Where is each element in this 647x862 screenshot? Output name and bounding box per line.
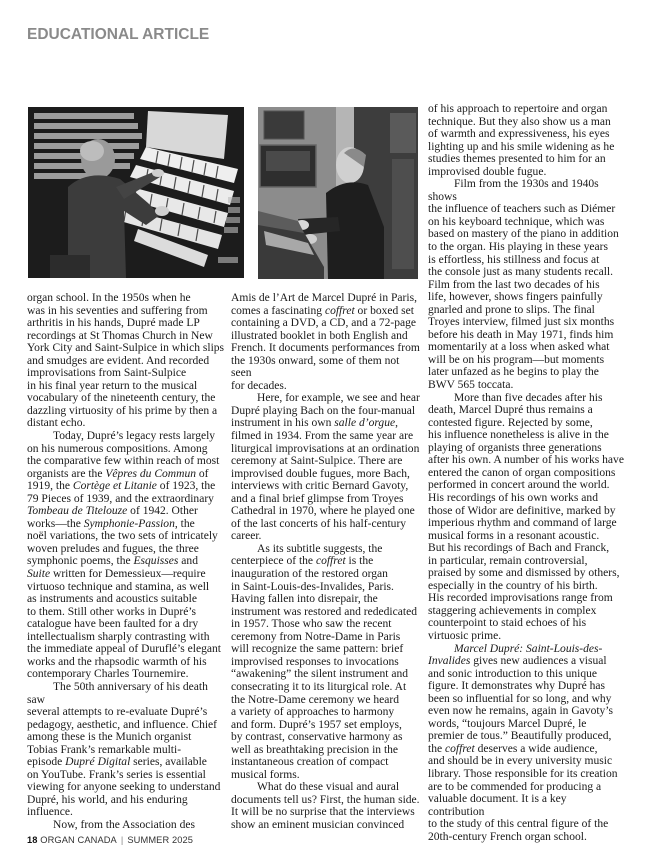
italic-title: Marcel Dupré: Saint-Louis-des- Invalides xyxy=(428,642,603,668)
italic-title: Esquisses xyxy=(133,555,179,568)
article-column-2 xyxy=(231,292,421,832)
italic-title: salle d’orgue xyxy=(334,417,396,430)
paragraph-text: and xyxy=(181,555,198,568)
italic-title: Dupré Digital xyxy=(65,756,131,769)
paragraph-text: of 1919, the xyxy=(27,467,209,493)
italic-title: coffret xyxy=(324,304,355,317)
issue-name: SUMMER 2025 xyxy=(127,835,194,845)
paragraph-text: More than five decades after his death, Marcel Dupré thus remains a contested figure. Rejected by some, his influence nonetheless is alive in the playing of organists three generations after his own. A number of his works have entered the canon of organ compositions performed in concert around the world. His recordings of his own works and those of Widor are definitive, marked by imperious rhythm and command of large musical forms in a resonant acoustic. But his recordings of Bach and Franck, in particular, remain controversial, praised by some and dismissed by others, especially in the country of his birth. His recorded improvisations range from staggering achievements in complex counterpoint to staid echoes of his virtuosic prime. xyxy=(428,391,624,642)
publication-name: ORGAN CANADA xyxy=(40,835,117,845)
paragraph-text: , filmed in 1934. From the same year are liturgical improvisations at an ordination ceremony at Saint-Sulpice. There are improvised double fugues, more Bach, interviews with critic Bernard Gavoty, and a final brief glimpse from Troyes Cathedral in 1970, where he played one of the last concerts of his half-century career. xyxy=(231,417,420,543)
paragraph-text: deserves a wide audience, and should be in every university music library. Those responsible for its creation are to be commended for producing a valuable document. It is a key contribution to the study of this central figure of the 20th-century French organ school. xyxy=(428,742,618,843)
article-paragraph xyxy=(27,430,227,681)
article-paragraph xyxy=(27,292,227,430)
paragraph-text: , the noël variations, the two sets of intricately woven preludes and fugues, the three symphonic poems, the xyxy=(27,517,218,568)
article-paragraph xyxy=(27,819,227,832)
photo-organist-at-home-console xyxy=(258,107,418,279)
paragraph-text: Here, for example, we see and hear Dupré playing Bach on the four-manual instrument in his own xyxy=(231,392,420,430)
paragraph-text: Amis de l’Art de Marcel Dupré in Paris, comes a fascinating xyxy=(231,292,417,317)
article-paragraph xyxy=(231,781,421,831)
home-organ-illustration xyxy=(258,107,418,279)
footer-separator: | xyxy=(120,835,124,845)
section-label: EDUCATIONAL ARTICLE xyxy=(27,26,210,43)
paragraph-text: is the inauguration of the restored organ in Saint-Louis-des-Invalides, Paris. Having fallen into disrepair, the instrument was restored and rededicated in 1957. Those who saw the recent ceremony from Notre-Dame in Paris will recognize the same pattern: brief improvised responses to invocations “awakening” the silent instrument and consecrating it to its liturgical role. At the Notre-Dame ceremony we heard a variety of approaches to harmony and form. Dupré’s 1957 set employs, by contrast, conservative harmony as well as breathtaking precision in the instantaneous creation of compact musical forms. xyxy=(231,555,417,781)
italic-title: Cortège et Litanie xyxy=(72,480,157,493)
paragraph-text: of 1923, the 79 Pieces of 1939, and the extraordinary xyxy=(27,480,216,505)
italic-title: Symphonie-Passion xyxy=(83,517,175,530)
paragraph-text: written for Demessieux—require virtuoso technique and stamina, as well as instruments and acoustics suitable to them. Still other works in Dupré’s catalogue have been faulted for a dry intellectualism sharply contrasting with the immediate appeal of Duruflé’s elegant works and the rhapsodic warmth of his contemporary Charles Tournemire. xyxy=(27,568,221,681)
article-paragraph xyxy=(231,392,421,543)
italic-title: Tombeau de Titelouze xyxy=(27,505,128,518)
paragraph-text: organ school. In the 1950s when he was in his seventies and suffering from arthritis in his hands, Dupré made LP recordings at St Thomas Church in New York City and Saint-Sulpice in which slips and smudges are evident. And recorded improvisations from Saint-Sulpice in his final year return to the musical vocabulary of the nineteenth century, the dazzling virtuosity of his prime by then a distant echo. xyxy=(27,292,225,430)
photo-organist-at-large-console xyxy=(28,107,244,278)
page-footer xyxy=(27,835,193,845)
paragraph-text: Today, Dupré’s legacy rests largely on his numerous compositions. Among the comparative few within reach of most organists are the xyxy=(27,430,220,480)
paragraph-text: or boxed set containing a DVD, a CD, and a 72-page illustrated booklet in both English and French. It documents performances from the 1930s onward, some of them not seen for decades. xyxy=(231,304,420,392)
article-paragraph xyxy=(428,392,624,643)
article-paragraph xyxy=(428,103,624,178)
article-paragraph xyxy=(27,681,227,819)
italic-title: Vêpres du Commun xyxy=(105,467,197,480)
article-column-3 xyxy=(428,103,624,843)
paragraph-text: series, available on YouTube. Frank’s series is essential viewing for anyone seeking to understand Dupré, his world, and his enduring influence. xyxy=(27,756,221,819)
organ-console-illustration xyxy=(28,107,244,278)
paragraph-text: What do these visual and aural documents tell us? First, the human side. It will be no surprise that the interviews show an eminent musician convinced xyxy=(231,781,420,831)
paragraph-text: Film from the 1930s and 1940s shows the influence of teachers such as Diémer on his keyboard technique, which was based on mastery of the piano in addition to the organ. His playing in these years is effortless, his stillness and focus at the console just as many students recall. Film from the last two decades of his life, however, shows fingers painfully gnarled and prone to slips. The final Troyes interview, filmed just six months before his death in May 1971, finds him momentarily at a loss when asked what will be on his program—but moments later unfazed as he begins to play the BWV 565 toccata. xyxy=(428,178,619,392)
paragraph-text: gives new audiences a visual and sonic introduction to this unique figure. It demonstrates why Dupré has been so influential for so long, and why even now he remains, again in Gavoty’s words, “toujours Marcel Dupré, le premier de tous.” Beautifully produced, the xyxy=(428,655,614,755)
paragraph-text: As its subtitle suggests, the centerpiece of the xyxy=(231,542,383,568)
page-number: 18 xyxy=(27,835,38,845)
paragraph-text: of 1942. Other works—the xyxy=(27,505,198,530)
article-paragraph xyxy=(428,178,624,391)
paragraph-text: The 50th anniversary of his death saw several attempts to re-evaluate Dupré’s pedagogy, aesthetic, and influence. Chief among these is the Munich organist Tobias Frank’s remarkable multi- episode xyxy=(27,680,218,769)
paragraph-text: Now, from the Association des xyxy=(53,818,195,831)
italic-title: coffret xyxy=(315,555,346,568)
article-column-1 xyxy=(27,292,227,832)
italic-title: Suite xyxy=(27,568,51,581)
paragraph-text: of his approach to repertoire and organ technique. But they also show us a man of warmth and expressiveness, his eyes lighting up and his smile widening as he studies themes presented to him for an improvised double fugue. xyxy=(428,103,615,178)
article-paragraph xyxy=(428,643,624,844)
article-paragraph xyxy=(231,292,421,392)
italic-title: coffret xyxy=(445,742,475,755)
article-paragraph xyxy=(231,543,421,781)
